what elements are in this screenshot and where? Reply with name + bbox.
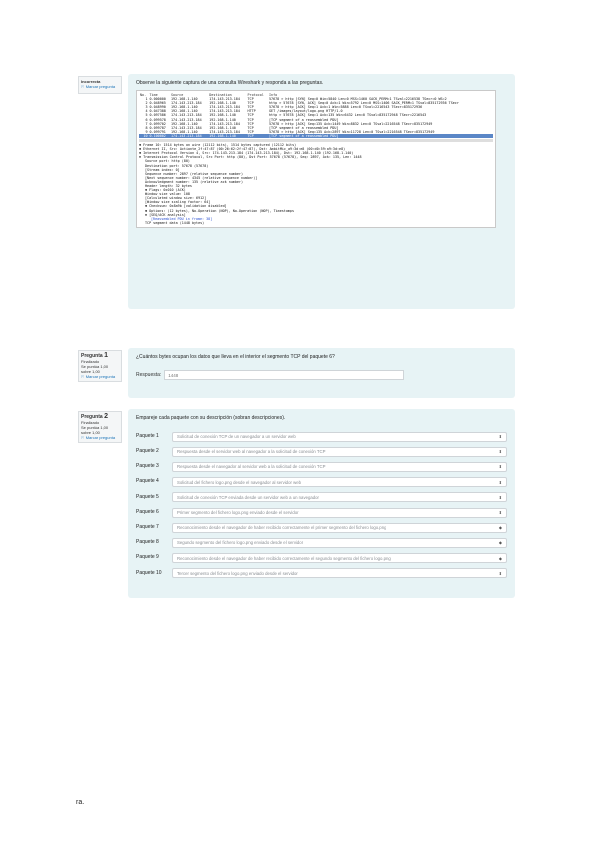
- answer-row: [136, 370, 507, 380]
- flag-icon: ⚐: [81, 374, 85, 379]
- match-label: Paquete 10: [136, 569, 162, 576]
- flag-question-link[interactable]: [81, 435, 119, 440]
- question-status: Incorrecta: [81, 79, 101, 84]
- flag-icon: ⚐: [81, 435, 85, 440]
- flag-question-link[interactable]: [81, 84, 119, 89]
- match-row: [136, 505, 507, 520]
- packet-cell: 2: [145, 101, 148, 106]
- packet-cell: 1: [145, 97, 148, 102]
- dropdown-arrow-icon: ◆: [498, 540, 502, 546]
- packet-cell: 5: [145, 113, 148, 118]
- question-prefix: Pregunta: [81, 414, 103, 420]
- packet-cell: 192.168.1.140: [209, 133, 236, 138]
- question-text: ¿Cuántos bytes ocupan los datos que lleva en el interior el segmento TCP del paquete 6?: [136, 354, 335, 360]
- packet-cell: 0.100002: [149, 133, 166, 138]
- packet-cell: 0.000000: [149, 97, 166, 102]
- packet-cell: 57678 > http [ACK] Seq=135 Ack=2897 Win=11728 Len=0 TSval=2216548 TSecr=835172949: [269, 129, 435, 134]
- wireshark-capture: [136, 90, 496, 228]
- packet-cell: 174.143.213.184: [171, 133, 202, 138]
- packet-cell: 192.168.1.140: [209, 125, 236, 130]
- question-state: Finalizado: [81, 359, 100, 364]
- question-score: Se puntúa 1,00 sobre 1,00: [81, 425, 109, 435]
- question-score: Se puntúa 1,00 sobre 1,00: [81, 364, 109, 374]
- match-select[interactable]: [172, 538, 507, 548]
- match-row: [136, 429, 507, 444]
- packet-detail-line[interactable]: ⊟ Transmission Control Protocol, Src Port: http (80), Dst Port: 57678 (57678), Seq: 2897, Ack: 135, Len: 1448: [139, 155, 362, 160]
- packet-cell: 192.168.1.140: [209, 101, 236, 106]
- packet-detail-line[interactable]: [Stream index: 0]: [145, 167, 180, 172]
- match-label: Paquete 1: [136, 432, 159, 439]
- packet-detail-line[interactable]: ⊞ Options: (12 bytes), No-Operation (NOP), No-Operation (NOP), Timestamps: [145, 208, 295, 213]
- question-content: [128, 74, 515, 309]
- packet-cell: 4: [145, 109, 148, 114]
- question-text: Empareje cada paquete con su descripción (sobran descripciones).: [136, 415, 286, 421]
- pane-divider[interactable]: [139, 139, 493, 142]
- dropdown-arrow-icon: ⬍: [498, 449, 502, 455]
- match-label: Paquete 6: [136, 508, 159, 515]
- packet-cell: GET /images/layout/logo.png HTTP/1.0: [269, 109, 343, 114]
- packet-cell: 192.168.1.140: [171, 129, 198, 134]
- question-state: Finalizado: [81, 420, 100, 425]
- flag-label: Marcar pregunta: [85, 84, 116, 89]
- match-select-value: Solicitud de conexión TCP de un navegador a un servidor web: [177, 434, 296, 440]
- match-select[interactable]: [172, 447, 507, 457]
- match-select[interactable]: [172, 462, 507, 472]
- question-content: [128, 409, 515, 598]
- packet-cell: 192.168.1.140: [171, 109, 198, 114]
- packet-cell: 57678 > http [ACK] Seq=1 Ack=1 Win=5888 Len=0 TSval=2216543 TSecr=835172936: [269, 105, 423, 110]
- packet-cell: TCP: [247, 133, 254, 138]
- packet-cell: 6: [145, 117, 148, 122]
- packet-cell: [TCP segment of a reassembled PDU]: [269, 117, 339, 122]
- match-label: Paquete 4: [136, 478, 159, 485]
- match-row: [136, 444, 507, 459]
- packet-cell: 192.168.1.140: [209, 117, 236, 122]
- match-select[interactable]: [172, 523, 507, 533]
- match-label: Paquete 3: [136, 463, 159, 470]
- packet-column-header[interactable]: Source: [171, 93, 184, 97]
- match-row: [136, 459, 507, 474]
- packet-cell: 57678 > http [ACK] Seq=135 Ack=1449 Win=8832 Len=0 TSval=2216548 TSecr=835172949: [269, 121, 433, 126]
- match-row: [136, 566, 507, 581]
- match-row: [136, 475, 507, 490]
- match-select[interactable]: [172, 553, 507, 563]
- packet-details: [139, 143, 493, 225]
- packet-cell: 174.143.213.184: [209, 109, 240, 114]
- packet-cell: 57678 > http [SYN] Seq=0 Win=5840 Len=0 MSS=1460 SACK_PERM=1 TSval=2216538 TSecr=0 WS=2: [269, 97, 447, 102]
- footer-text: ra.: [76, 799, 85, 806]
- question-content: [128, 348, 515, 398]
- packet-cell: TCP: [247, 129, 254, 134]
- packet-detail-line[interactable]: ⊞ Ethernet II, Src: Actionte_2f:47:87 (00:26:62:2f:47:87), Dst: AmbitMic_a9:3d:e8 (00:d0:59:a9:3d:e8): [139, 147, 346, 152]
- packet-cell: 0.048965: [149, 101, 166, 106]
- match-row: [136, 551, 507, 566]
- match-select[interactable]: [172, 432, 507, 442]
- packet-cell: 9: [145, 129, 148, 134]
- flag-question-link[interactable]: [81, 374, 119, 379]
- packet-cell: [TCP segment of a reassembled PDU]: [269, 133, 339, 138]
- dropdown-arrow-icon: ⬍: [498, 464, 502, 470]
- packet-cell: 174.143.213.184: [171, 101, 202, 106]
- packet-cell: 0.097586: [149, 113, 166, 118]
- dropdown-arrow-icon: ⬍: [498, 510, 502, 516]
- match-label: Paquete 9: [136, 554, 159, 561]
- packet-detail-line[interactable]: Header length: 32 bytes: [145, 183, 192, 188]
- packet-cell: http > 57678 [SYN, ACK] Seq=0 Ack=1 Win=5792 Len=0 MSS=1406 SACK_PERM=1 TSval=835172936 TSecr: [269, 101, 459, 106]
- packet-cell: TCP: [247, 121, 254, 126]
- packet-cell: TCP: [247, 113, 254, 118]
- packet-detail-line[interactable]: [Reassembled PDU in frame: 38]: [151, 216, 213, 221]
- packet-cell: 10: [143, 133, 148, 138]
- match-label: Paquete 5: [136, 493, 159, 500]
- match-row: [136, 490, 507, 505]
- packet-detail-line[interactable]: ⊞ Internet Protocol Version 4, Src: 174.143.213.184 (174.143.213.184), Dst: 192.168.1.140 (192.168.1.140): [139, 151, 354, 156]
- match-select[interactable]: [172, 568, 507, 578]
- answer-label: Respuesta:: [136, 372, 162, 378]
- question-number-value: 1: [104, 352, 108, 359]
- packet-detail-line[interactable]: [Next sequence number: 4345 (relative sequence number)]: [145, 175, 258, 180]
- packet-detail-line[interactable]: Destination port: 57678 (57678): [145, 163, 209, 168]
- match-select-value: Respuesta desde el navegador al servidor web a la solicitud de conexión TCP: [177, 464, 326, 470]
- match-select-value: Respuesta desde el servidor web al navegador a la solicitud de conexión TCP: [177, 449, 326, 455]
- answer-input[interactable]: 1448: [164, 370, 404, 380]
- question-number-value: 2: [104, 413, 108, 420]
- question-info-box: [78, 76, 122, 94]
- packet-cell: TCP: [247, 105, 254, 110]
- match-label: Paquete 8: [136, 539, 159, 546]
- question-info-box: [78, 350, 122, 382]
- match-row: [136, 535, 507, 550]
- match-select-value: Tercer segmento del fichero logo.png enviado desde el servidor: [177, 570, 298, 576]
- match-label: Paquete 2: [136, 448, 159, 455]
- packet-cell: 192.168.1.140: [171, 105, 198, 110]
- packet-cell: http > 57678 [ACK] Seq=1 Ack=135 Win=6432 Len=0 TSval=835172948 TSecr=2216543: [269, 113, 427, 118]
- packet-cell: [TCP segment of a reassembled PDU]: [269, 125, 339, 130]
- question-info-box: [78, 411, 122, 443]
- question-prefix: Pregunta: [81, 353, 103, 359]
- match-select-value: Solicitud de conexión TCP enviada desde un servidor web a un navegador: [177, 494, 319, 500]
- packet-cell: 0.099791: [149, 129, 166, 134]
- packet-cell: 174.143.213.184: [209, 105, 240, 110]
- packet-cell: 174.143.213.184: [209, 97, 240, 102]
- dropdown-arrow-icon: ◆: [498, 555, 502, 561]
- packet-cell: 192.168.1.140: [171, 121, 198, 126]
- packet-detail-line[interactable]: [Window size scaling factor: 64]: [145, 200, 211, 205]
- flag-label: Marcar pregunta: [85, 374, 116, 379]
- packet-detail-line[interactable]: Window size value: 108: [145, 192, 190, 197]
- packet-cell: 174.143.213.184: [171, 125, 202, 130]
- packet-detail-line[interactable]: TCP segment data (1448 bytes): [145, 220, 205, 225]
- dropdown-arrow-icon: ⬍: [498, 570, 502, 576]
- packet-detail-line[interactable]: Source port: http (80): [145, 159, 190, 164]
- packet-cell: 0.047388: [149, 109, 166, 114]
- packet-cell: 0.099787: [149, 125, 166, 130]
- packet-column-header[interactable]: Info: [269, 93, 278, 97]
- match-select-value: Solicitud del fichero logo.png desde el navegador al servidor web: [177, 479, 301, 485]
- packet-list: [139, 93, 493, 138]
- packet-cell: 174.143.213.184: [209, 121, 240, 126]
- packet-cell: TCP: [247, 97, 254, 102]
- packet-cell: TCP: [247, 101, 254, 106]
- dropdown-arrow-icon: ⬍: [498, 434, 502, 440]
- packet-cell: 0.048990: [149, 105, 166, 110]
- packet-cell: TCP: [247, 117, 254, 122]
- packet-cell: 192.168.1.140: [209, 113, 236, 118]
- packet-cell: 192.168.1.140: [171, 97, 198, 102]
- match-select[interactable]: [172, 492, 507, 502]
- match-select[interactable]: [172, 477, 507, 487]
- match-select-value: Reconocimiento desde el navegador de haber recibido correctamente el segundo segmento del fichero logo.png: [177, 555, 391, 561]
- packet-column-header[interactable]: No.: [140, 93, 147, 97]
- packet-row[interactable]: [139, 134, 493, 138]
- match-label: Paquete 7: [136, 523, 159, 530]
- match-select-value: Reconocimiento desde el navegador de haber recibido correctamente el primer segmento del fichero logo.png: [177, 525, 387, 531]
- packet-detail-line[interactable]: ⊞ Flags: 0x010 (ACK): [145, 188, 186, 193]
- packet-detail-line[interactable]: Sequence number: 2897 (relative sequence number): [145, 171, 243, 176]
- packet-column-header[interactable]: Time: [149, 93, 158, 97]
- packet-cell: 8: [145, 125, 148, 130]
- packet-detail-line[interactable]: [Calculated window size: 6912]: [145, 196, 207, 201]
- dropdown-arrow-icon: ⬍: [498, 494, 502, 500]
- packet-cell: 174.143.213.184: [171, 113, 202, 118]
- packet-cell: 7: [145, 121, 148, 126]
- packet-cell: 0.099578: [149, 117, 166, 122]
- packet-cell: 0.099702: [149, 121, 166, 126]
- packet-cell: 3: [145, 105, 148, 110]
- question-text: Observe la siguiente captura de una consulta Wireshark y responda a las preguntas.: [136, 80, 324, 86]
- flag-icon: ⚐: [81, 84, 85, 89]
- packet-column-header[interactable]: Protocol: [247, 93, 264, 97]
- packet-list-body: [139, 97, 493, 138]
- packet-cell: 174.143.213.184: [171, 117, 202, 122]
- flag-label: Marcar pregunta: [85, 435, 116, 440]
- packet-cell: HTTP: [247, 109, 256, 114]
- match-select-value: Primer segmento del fichero logo.png enviado desde el servidor: [177, 510, 299, 516]
- dropdown-arrow-icon: ⬍: [498, 479, 502, 485]
- match-select-value: Segundo segmento del fichero logo.png enviado desde el servidor: [177, 540, 304, 546]
- dropdown-arrow-icon: ◆: [498, 525, 502, 531]
- match-select[interactable]: [172, 508, 507, 518]
- packet-cell: TCP: [247, 125, 254, 130]
- packet-detail-line[interactable]: Acknowledgment number: 135 (relative ack number): [145, 179, 243, 184]
- packet-column-header[interactable]: Destination: [209, 93, 232, 97]
- packet-detail-line[interactable]: ⊟ [SEQ/ACK analysis]: [145, 212, 186, 217]
- match-row: [136, 520, 507, 535]
- matching-list: [136, 429, 507, 581]
- packet-detail-line[interactable]: ⊞ Checksum: 0x8a9b [validation disabled]: [145, 204, 227, 209]
- packet-cell: 174.143.213.184: [209, 129, 240, 134]
- packet-detail-line[interactable]: ⊞ Frame 10: 1514 bytes on wire (12112 bits), 1514 bytes captured (12112 bits): [139, 143, 297, 148]
